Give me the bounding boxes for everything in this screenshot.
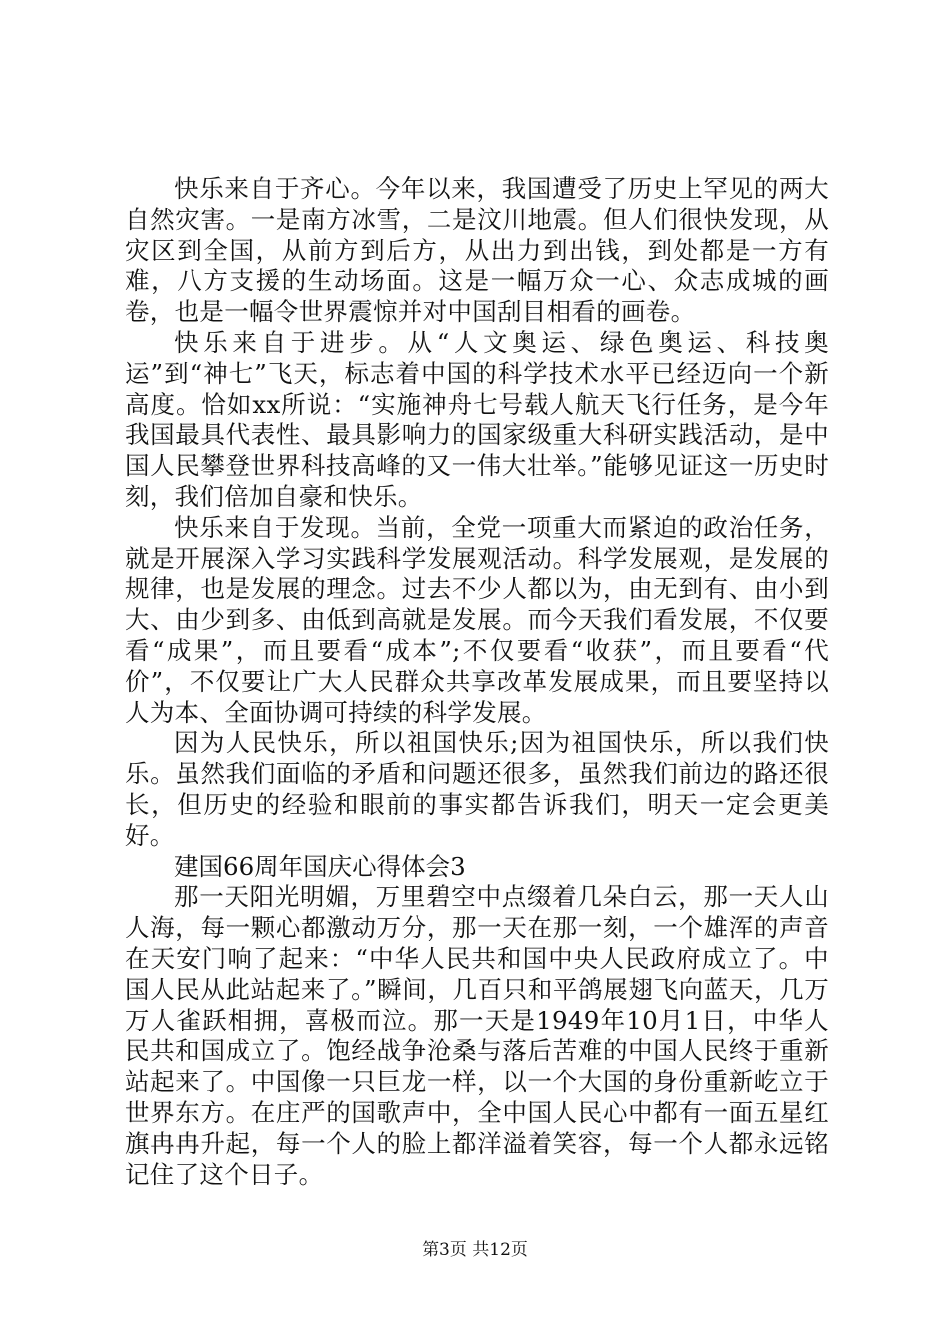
section-heading: 建国66周年国庆心得体会3 <box>174 851 466 881</box>
paragraph-unity: 快乐来自于齐心。今年以来，我国遭受了历史上罕见的两大自然灾害。一是南方冰雪，二是汶川地震。但人们很快发现，从灾区到全国，从前方到后方，从出力到出钱，到处都是一方有难，八方支援的生动场面。这是一幅万众一心、众志成城的画卷，也是一幅令世界震惊并对中国刮目相看的画卷。 <box>125 174 829 327</box>
page-footer: 第3页 共12页 <box>422 1240 528 1260</box>
paragraph-founding-day: 那一天阳光明媚，万里碧空中点缀着几朵白云，那一天人山人海，每一颗心都激动万分，那一天在那一刻，一个雄浑的声音在天安门响了起来：“中华人民共和国中央人民政府成立了。中国人民从此站起来了。”瞬间，几百只和平鸽展翅飞向蓝天，几万万人雀跃相拥，喜极而泣。那一天是1949年10月1日，中华人民共和国成立了。饱经战争沧桑与落后苦难的中国人民终于重新站起来了。中国像一只巨龙一样，以一个大国的身份重新屹立于世界东方。在庄严的国歌声中，全中国人民心中都有一面五星红旗冉冉升起，每一个人的脸上都洋溢着笑容，每一个人都永远铭记住了这个日子。 <box>125 882 829 1189</box>
document-body <box>125 174 829 1190</box>
paragraph-conclusion: 因为人民快乐，所以祖国快乐;因为祖国快乐，所以我们快乐。虽然我们面临的矛盾和问题还很多，虽然我们前边的路还很长，但历史的经验和眼前的事实都告诉我们，明天一定会更美好。 <box>125 728 829 850</box>
paragraph-discovery: 快乐来自于发现。当前，全党一项重大而紧迫的政治任务，就是开展深入学习实践科学发展观活动。科学发展观，是发展的规律，也是发展的理念。过去不少人都以为，由无到有、由小到大、由少到多、由低到高就是发展。而今天我们看发展，不仅要看“成果”，而且要看“成本”;不仅要看“收获”，而且要看“代价”，不仅要让广大人民群众共享改革发展成果，而且要坚持以人为本、全面协调可持续的科学发展。 <box>125 512 830 727</box>
paragraph-progress: 快乐来自于进步。从“人文奥运、绿色奥运、科技奥运”到“神七”飞天，标志着中国的科学技术水平已经迈向一个新高度。恰如xx所说：“实施神舟七号载人航天飞行任务，是今年我国最具代表性、最具影响力的国家级重大科研实践活动，是中国人民攀登世界科技高峰的又一伟大壮举。”能够见证这一历史时刻，我们倍加自豪和快乐。 <box>125 327 829 511</box>
